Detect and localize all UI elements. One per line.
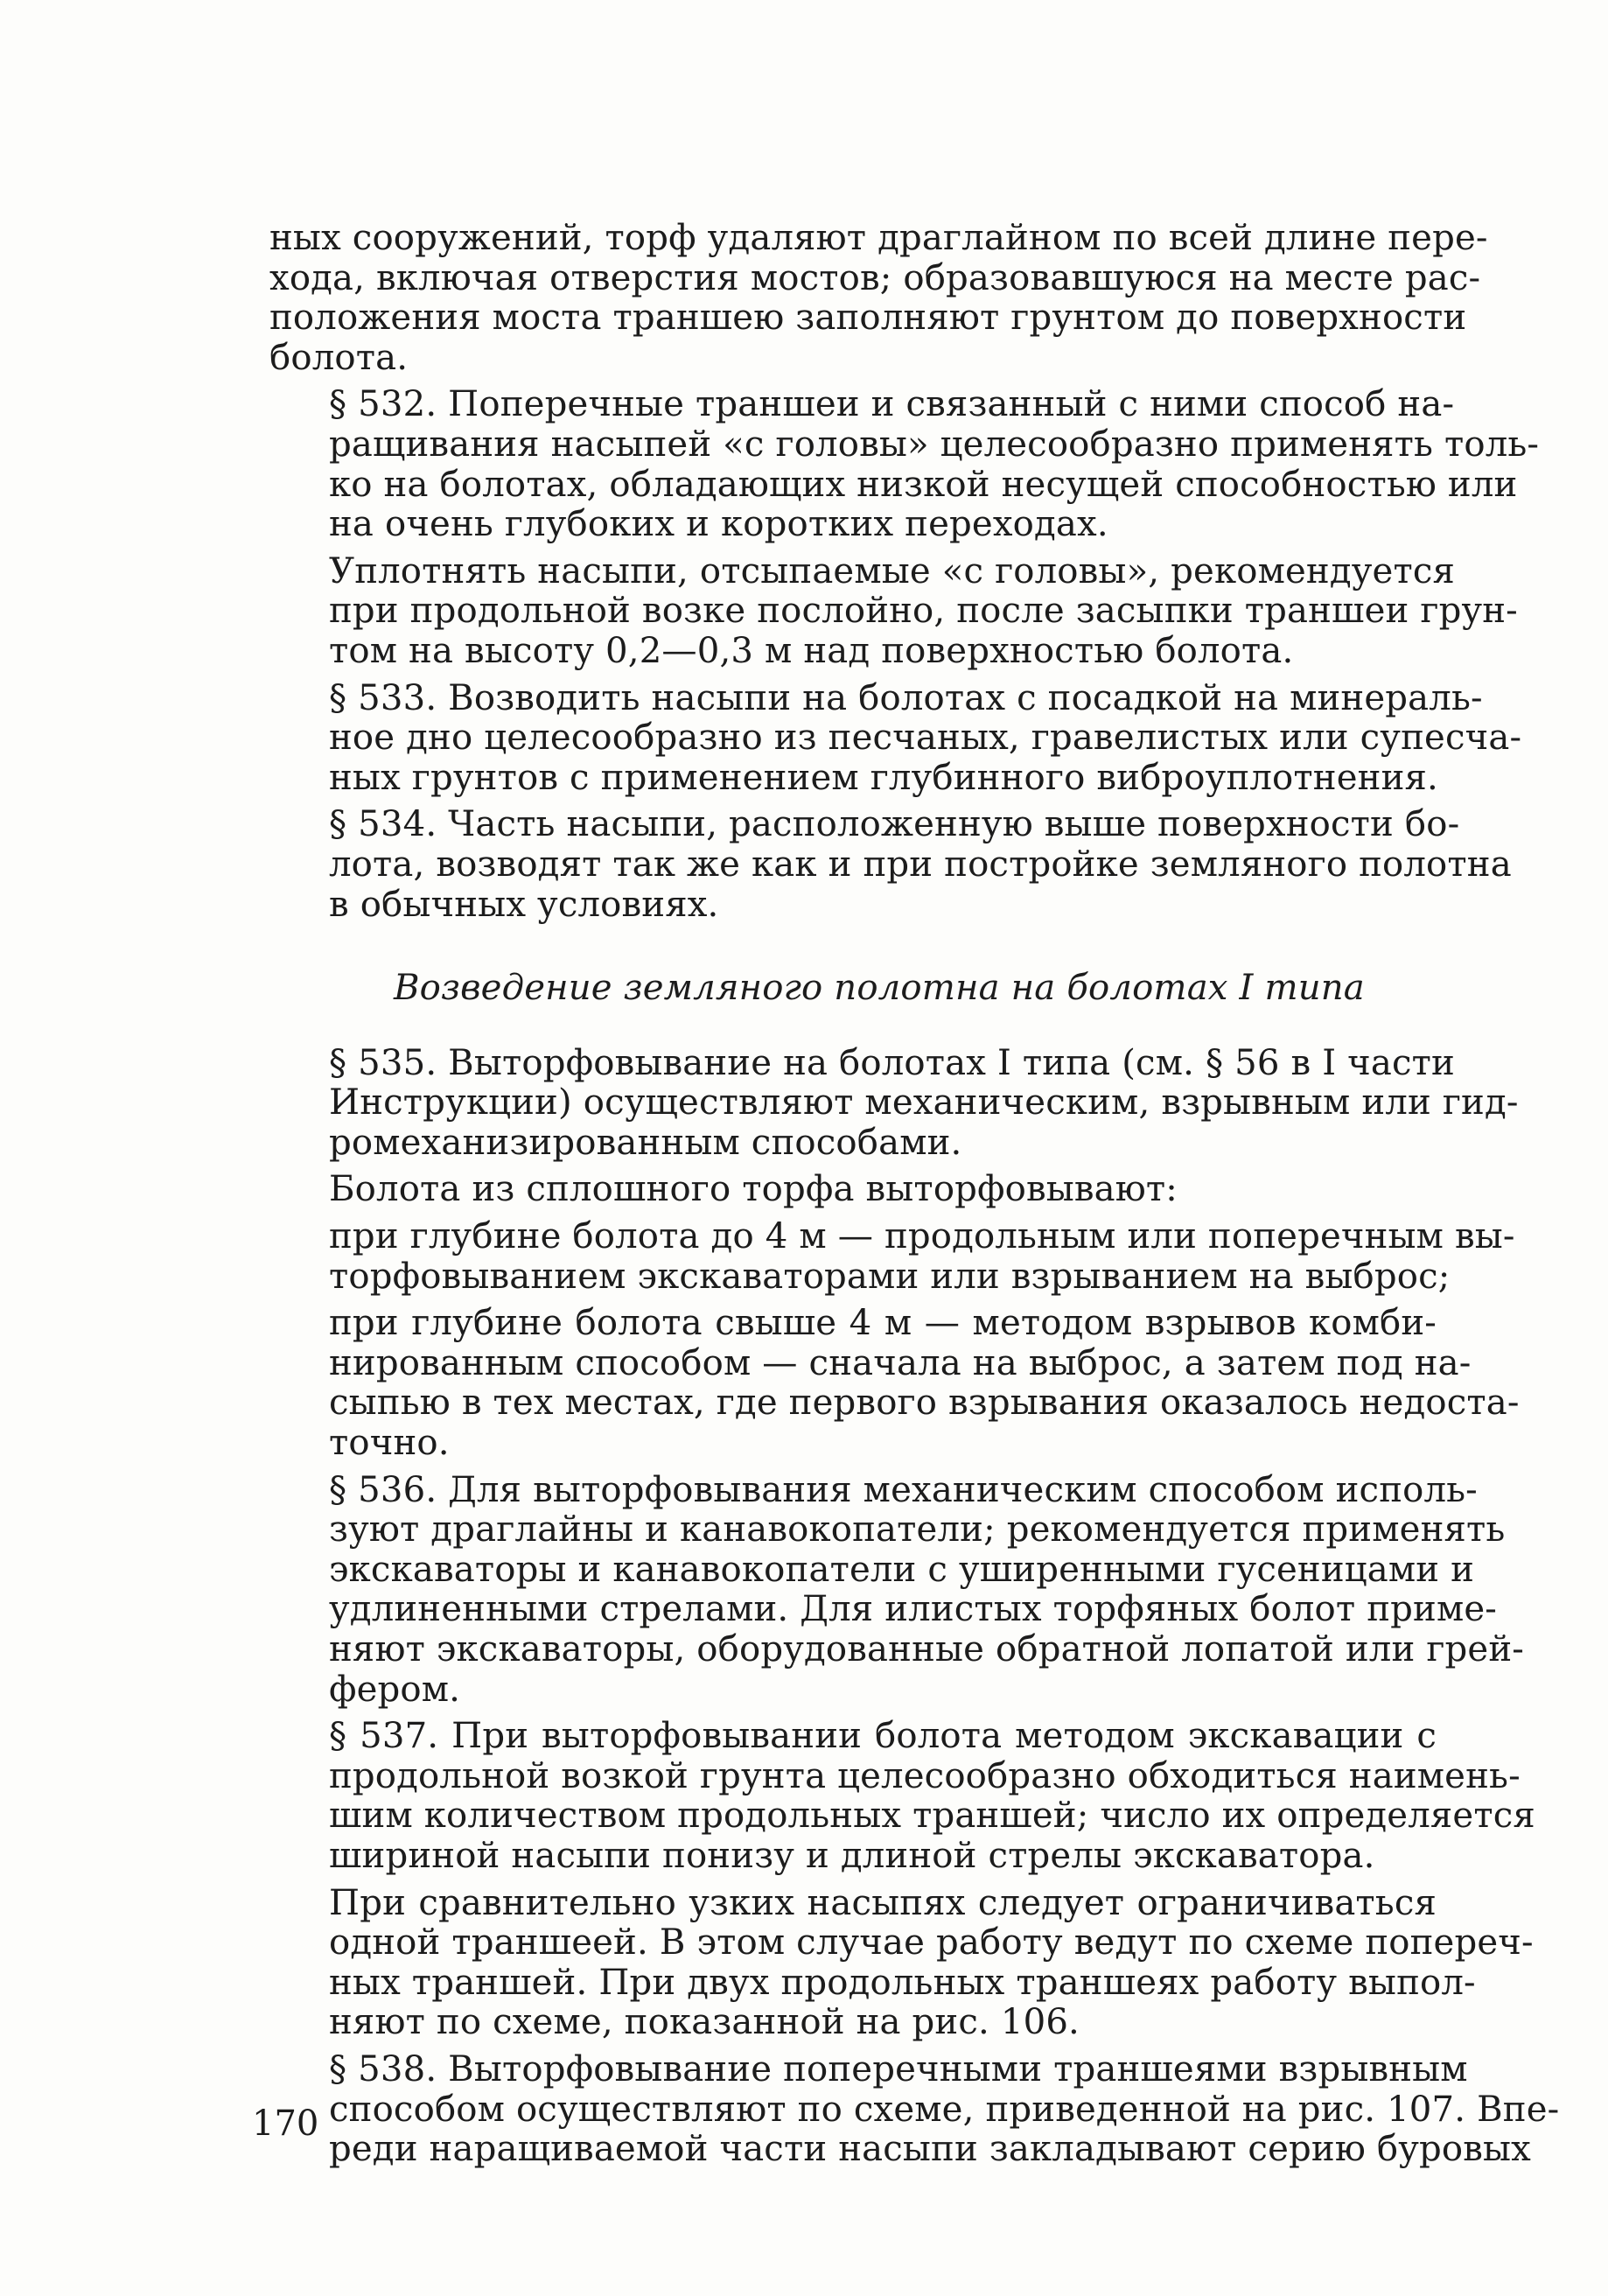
text-line: одной траншеей. В этом случае работу ведут по схеме попереч-	[329, 1922, 1534, 1964]
text-line: продольной возкой грунта целесообразно обходиться наимень-	[329, 1755, 1521, 1796]
paragraph	[269, 1716, 1535, 1876]
text-line: няют экскаваторы, оборудованные обратной лопатой или грей-	[329, 1629, 1525, 1670]
text-line: экскаваторы и канавокопатели с уширенными гусеницами и	[329, 1549, 1475, 1590]
text-line: при глубине болота свыше 4 м — методом взрывов комби-	[329, 1303, 1437, 1344]
text-line: шим количеством продольных траншей; число их определяется	[329, 1796, 1535, 1837]
text-line: положения моста траншею заполняют грунтом до поверхности	[269, 298, 1467, 339]
paragraph	[269, 218, 1488, 378]
section-heading: Возведение земляного полотна на болотах I типа	[394, 968, 1365, 1009]
text-line: § 534. Часть насыпи, расположенную выше поверхности бо-	[329, 804, 1460, 845]
paragraph	[269, 1303, 1520, 1464]
text-line: точно.	[329, 1423, 450, 1464]
paragraph	[269, 384, 1540, 545]
text-line: ращивания насыпей «с головы» целесообразно применять толь-	[329, 424, 1540, 465]
text-line: зуют драглайны и канавокопатели; рекомендуется применять	[329, 1509, 1506, 1550]
text-line: сыпью в тех местах, где первого взрывания оказалось недоста-	[329, 1382, 1520, 1424]
text-line: торфовыванием экскаваторами или взрыванием на выброс;	[329, 1256, 1451, 1297]
paragraph	[269, 1882, 1534, 2043]
text-line: фером.	[329, 1669, 461, 1710]
text-line: при продольной возке послойно, после засыпки траншеи грун-	[329, 591, 1518, 632]
text-line: § 532. Поперечные траншеи и связанный с ними способ на-	[329, 384, 1455, 425]
text-line: удлиненными стрелами. Для илистых торфяных болот приме-	[329, 1589, 1498, 1630]
text-line: болота.	[269, 337, 409, 378]
text-line: лота, возводят так же как и при постройке земляного полотна	[329, 844, 1512, 885]
text-line: в обычных условиях.	[329, 884, 719, 925]
text-line: няют по схеме, показанной на рис. 106.	[329, 2002, 1080, 2043]
text-line: § 533. Возводить насыпи на болотах с посадкой на минераль-	[329, 677, 1483, 718]
body-text	[269, 218, 1560, 2177]
text-line: ромеханизированным способами.	[329, 1122, 962, 1163]
text-line: § 535. Выторфовывание на болотах I типа (см. § 56 в I части	[329, 1042, 1455, 1083]
text-line: способом осуществляют по схеме, приведенной на рис. 107. Впе-	[329, 2089, 1560, 2130]
text-line: том на высоту 0,2—0,3 м над поверхностью болота.	[329, 630, 1294, 671]
text-line: хода, включая отверстия мостов; образовавшуюся на месте рас-	[269, 257, 1481, 298]
text-line: Уплотнять насыпи, отсыпаемые «с головы», рекомендуется	[329, 550, 1456, 592]
text-line: Инструкции) осуществляют механическим, взрывным или гид-	[329, 1082, 1519, 1124]
text-line: шириной насыпи понизу и длиной стрелы экскаватора.	[329, 1835, 1375, 1876]
paragraph	[269, 677, 1522, 799]
paragraph	[269, 804, 1512, 925]
text-line: Болота из сплошного торфа выторфовывают:	[329, 1169, 1178, 1210]
text-line: ных грунтов с применением глубинного виброуплотнения.	[329, 757, 1438, 798]
text-line: § 537. При выторфовывании болота методом экскавации с	[329, 1716, 1437, 1757]
text-line: ных сооружений, торф удаляют драглайном по всей длине пере-	[269, 218, 1488, 258]
text-line: ных траншей. При двух продольных траншеях работу выпол-	[329, 1962, 1476, 2003]
text-line: § 536. Для выторфовывания механическим способом исполь-	[329, 1469, 1478, 1510]
paragraph	[269, 550, 1518, 672]
text-line: на очень глубоких и коротких переходах.	[329, 504, 1108, 545]
paragraph	[269, 2048, 1560, 2170]
text-line: ное дно целесообразно из песчаных, гравелистых или супесча-	[329, 718, 1522, 759]
page-number: 170	[252, 2104, 319, 2144]
text-line: реди наращиваемой части насыпи закладывают серию буровых	[329, 2129, 1531, 2170]
paragraph	[269, 1216, 1515, 1297]
text-line: При сравнительно узких насыпях следует ограничиваться	[329, 1882, 1437, 1923]
paragraph	[269, 1469, 1525, 1711]
text-line: ко на болотах, обладающих низкой несущей способностью или	[329, 464, 1518, 505]
paragraph	[269, 1042, 1519, 1164]
text-line: нированным способом — сначала на выброс, а затем под на-	[329, 1342, 1472, 1383]
text-line: § 538. Выторфовывание поперечными траншеями взрывным	[329, 2048, 1468, 2090]
paragraph	[269, 1170, 1437, 1210]
text-line: при глубине болота до 4 м — продольным или поперечным вы-	[329, 1216, 1515, 1257]
